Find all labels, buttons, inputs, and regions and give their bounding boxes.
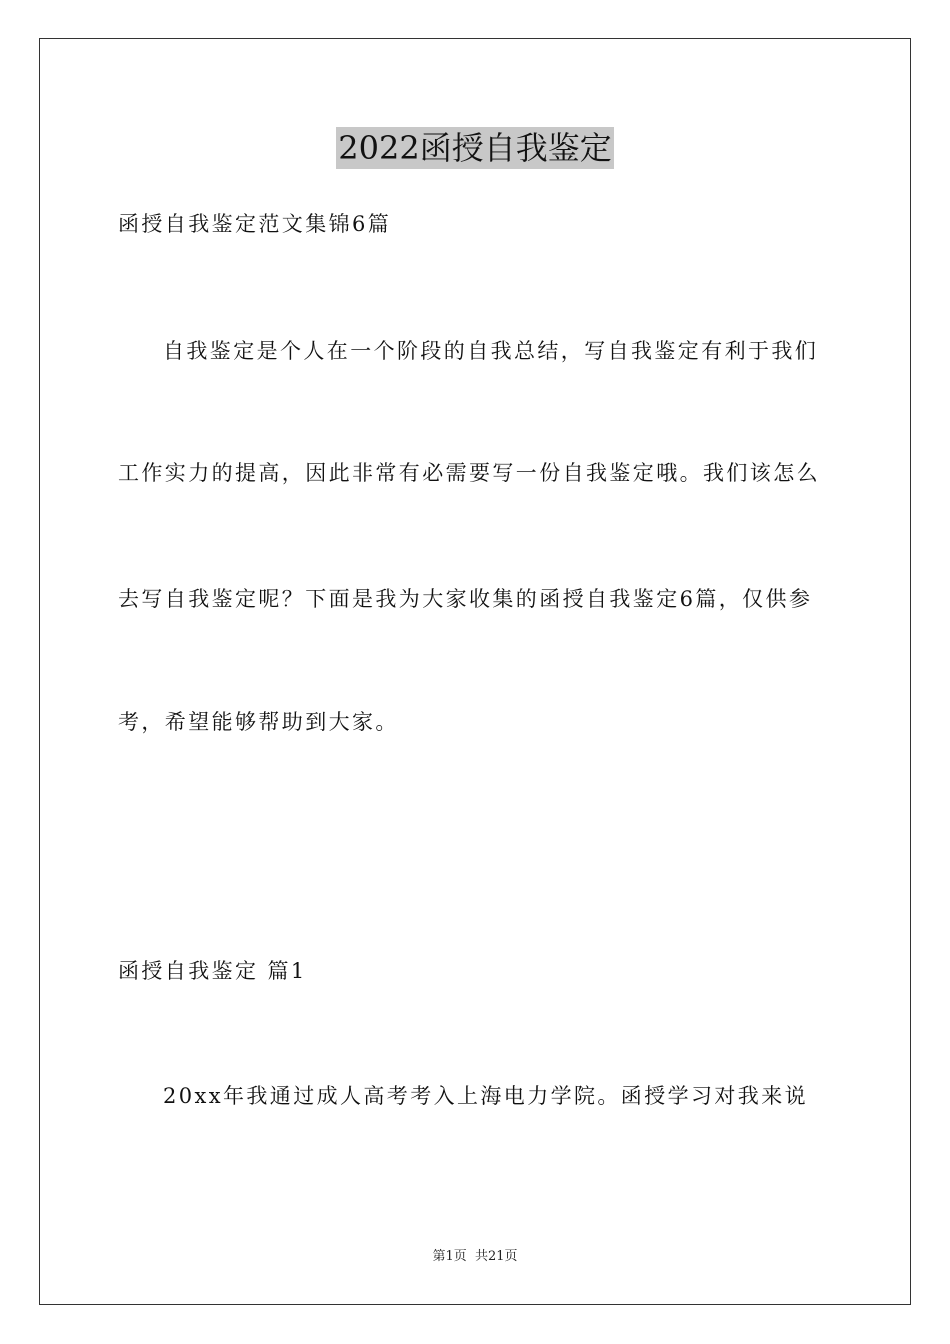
intro-line-2: 工作实力的提高，因此非常有必需要写一份自我鉴定哦。我们该怎么 xyxy=(118,461,820,485)
section-heading: 函授自我鉴定 篇1 xyxy=(118,959,307,983)
page-number: 第1页 xyxy=(432,1249,467,1264)
intro-line-3: 去写自我鉴定呢？下面是我为大家收集的函授自我鉴定6篇，仅供参 xyxy=(118,587,813,611)
document-title: 2022函授自我鉴定 xyxy=(338,129,612,167)
intro-line-4: 考，希望能够帮助到大家。 xyxy=(118,710,399,734)
section-paragraph-line-1: 20xx年我通过成人高考考入上海电力学院。函授学习对我来说 xyxy=(163,1084,809,1108)
intro-line-1: 自我鉴定是个人在一个阶段的自我总结，写自我鉴定有利于我们 xyxy=(163,339,819,363)
page-footer xyxy=(0,1248,950,1266)
title-container xyxy=(0,127,950,169)
document-subtitle: 函授自我鉴定范文集锦6篇 xyxy=(118,212,392,236)
page-total: 共21页 xyxy=(474,1249,518,1264)
